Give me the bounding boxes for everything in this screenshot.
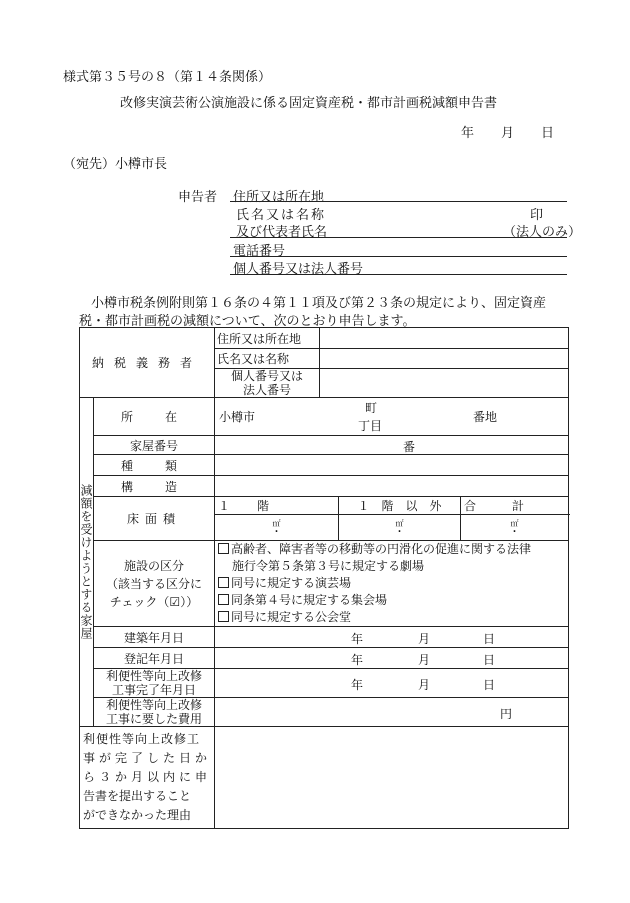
taxpayer-id-label-1: 個人番号又は	[231, 369, 304, 383]
declaration-table	[79, 327, 569, 829]
renovation-completion-field[interactable]	[215, 669, 569, 698]
checkbox-icon[interactable]	[218, 543, 229, 554]
renovation-completion-label	[94, 669, 215, 698]
built-date-label: 建築年月日	[94, 627, 215, 648]
taxpayer-id-label	[215, 369, 320, 398]
type-label-text: 種 類	[121, 458, 188, 473]
renovation-completion-label-2: 工事完了年月日	[112, 683, 197, 697]
location-city: 小樽市	[219, 410, 256, 424]
facility-category-label-2: （該当する区分に	[106, 576, 203, 591]
option-theater[interactable]	[218, 541, 565, 558]
intro-line-2: 税・都市計画税の減額について、次のとおり申告します。	[79, 314, 416, 329]
taxpayer-label	[80, 328, 215, 398]
renovation-cost-label	[94, 698, 215, 727]
built-year: 年	[351, 632, 364, 646]
applicant-address-line	[230, 201, 567, 202]
applicant-phone-line	[230, 256, 567, 257]
applicant-phone: 電話番号	[233, 244, 286, 259]
house-number-label: 家屋番号	[94, 436, 215, 455]
applicant-id-line	[230, 274, 567, 275]
registered-year: 年	[351, 653, 364, 667]
structure-field[interactable]	[215, 476, 569, 497]
renovation-completion-label-1: 利便性等向上改修	[106, 669, 203, 683]
floor-area-label-text: 床面積	[127, 512, 182, 526]
type-label	[94, 455, 215, 476]
renovation-cost-label-1: 利便性等向上改修	[106, 698, 203, 712]
total-sqm: ㎡	[510, 518, 519, 528]
non-first-floor-dot: ・	[394, 526, 405, 538]
first-floor-header: １ 階	[215, 497, 339, 515]
option-meeting-hall[interactable]	[218, 592, 565, 609]
option-theater-text: 高齢者、障害者等の移動等の円滑化の促進に関する法律	[231, 542, 532, 556]
location-town: 町	[365, 401, 378, 415]
taxpayer-label-text: 納税義務者	[92, 356, 203, 370]
option-entertainment-hall[interactable]	[218, 575, 565, 592]
applicant-name: 氏名又は名称	[236, 208, 327, 223]
structure-label-text: 構 造	[121, 479, 188, 494]
applicant-corp-only: （法人のみ）	[503, 225, 582, 240]
built-day: 日	[483, 632, 496, 646]
option-public-hall-text: 同号に規定する公会堂	[231, 610, 352, 624]
taxpayer-id-field[interactable]	[320, 369, 569, 398]
option-entertainment-hall-text: 同号に規定する演芸場	[231, 576, 352, 590]
built-date-field[interactable]	[215, 627, 569, 648]
late-reason-line-2: 事が完了した日か	[83, 751, 212, 765]
total-dot: ・	[509, 526, 520, 538]
applicant-representative: 及び代表者氏名	[236, 225, 328, 240]
taxpayer-name-label: 氏名又は名称	[215, 349, 320, 369]
late-reason-field[interactable]	[215, 727, 569, 829]
non-first-floor-header: １ 階 以 外	[339, 497, 461, 515]
date-day: 日	[541, 126, 555, 141]
renovation-day: 日	[483, 678, 496, 692]
taxpayer-address-label: 住所又は所在地	[215, 328, 320, 349]
house-number-ban: 番	[403, 440, 416, 454]
seal-mark: 印	[530, 208, 544, 223]
taxpayer-address-field[interactable]	[320, 328, 569, 349]
date-month: 月	[501, 126, 515, 141]
renovation-cost-label-2: 工事に要した費用	[106, 712, 203, 726]
non-first-floor-area-field[interactable]	[339, 515, 461, 541]
total-header: 合 計	[461, 497, 569, 515]
registered-day: 日	[483, 653, 496, 667]
late-reason-line-4: 告書を提出すること	[83, 789, 192, 803]
facility-category-label-1: 施設の区分	[124, 558, 185, 573]
type-field[interactable]	[215, 455, 569, 476]
renovation-year: 年	[351, 678, 364, 692]
facility-category-label	[94, 541, 215, 627]
renovation-cost-field[interactable]	[215, 698, 569, 727]
form-title: 改修実演芸術公演施設に係る固定資産税・都市計画税減額申告書	[120, 96, 498, 111]
late-reason-line-3: ら３か月以内に申	[83, 770, 212, 784]
built-month: 月	[418, 632, 431, 646]
registered-date-label: 登記年月日	[94, 648, 215, 669]
facility-category-options	[215, 541, 569, 627]
floor-area-label	[94, 497, 215, 541]
applicant-id-number: 個人番号又は法人番号	[233, 262, 364, 277]
addressee: （宛先）小樽市長	[63, 157, 168, 172]
late-reason-label	[80, 727, 215, 829]
checkbox-icon[interactable]	[218, 594, 229, 605]
option-theater-text-2: 施行令第５条第３号に規定する劇場	[232, 559, 425, 573]
checkbox-icon[interactable]	[218, 611, 229, 622]
first-floor-sqm: ㎡	[272, 518, 281, 528]
house-number-field[interactable]	[215, 436, 569, 455]
date-year: 年	[461, 126, 475, 141]
registered-date-field[interactable]	[215, 648, 569, 669]
structure-label	[94, 476, 215, 497]
renovation-cost-yen: 円	[500, 707, 513, 721]
applicant-address: 住所又は所在地	[233, 190, 325, 205]
late-reason-line-1: 利便性等向上改修工	[83, 732, 201, 746]
house-section-label: 減額を受けようとする家屋	[80, 398, 94, 727]
location-field[interactable]	[215, 398, 569, 436]
renovation-month: 月	[418, 678, 431, 692]
location-label	[94, 398, 215, 436]
option-meeting-hall-text: 同条第４号に規定する集会場	[231, 593, 388, 607]
facility-category-label-3: チェック（☑））	[109, 594, 199, 609]
applicant-name-line	[230, 237, 567, 238]
registered-month: 月	[418, 653, 431, 667]
checkbox-icon[interactable]	[218, 577, 229, 588]
taxpayer-id-label-2: 法人番号	[243, 383, 292, 397]
total-area-field[interactable]	[461, 515, 569, 541]
first-floor-area-field[interactable]	[215, 515, 339, 541]
intro-line-1: 小樽市税条例附則第１６条の４第１１項及び第２３条の規定により、固定資産	[91, 296, 547, 311]
option-public-hall[interactable]	[218, 609, 565, 626]
first-floor-dot: ・	[271, 526, 282, 538]
applicant-label: 申告者	[178, 190, 218, 205]
late-reason-line-5: ができなかった理由	[83, 808, 192, 822]
location-chome: 丁目	[358, 419, 383, 433]
taxpayer-name-field[interactable]	[320, 349, 569, 369]
location-banchi: 番地	[473, 410, 498, 424]
location-label-text: 所 在	[121, 410, 188, 424]
form-number: 様式第３５号の８（第１４条関係）	[63, 70, 272, 85]
non-first-floor-sqm: ㎡	[395, 518, 404, 528]
